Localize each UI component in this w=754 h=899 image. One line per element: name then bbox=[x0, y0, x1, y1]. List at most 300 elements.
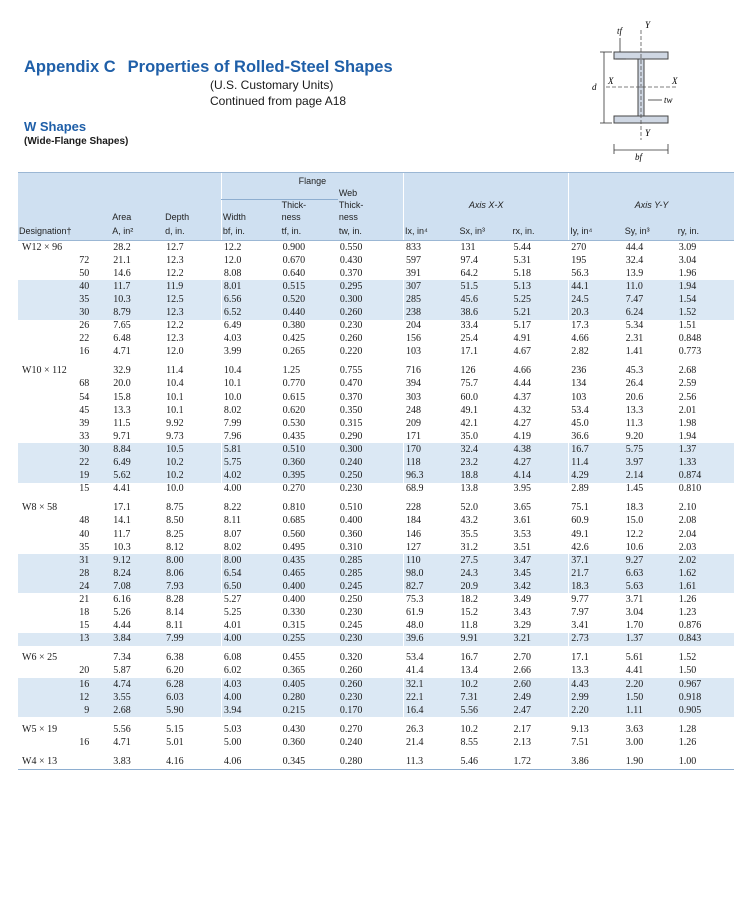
value-cell: 3.84 bbox=[111, 633, 164, 646]
value-cell: 2.31 bbox=[625, 333, 644, 345]
value-cell: 1.41 bbox=[625, 346, 644, 358]
value-cell: 35.5 bbox=[460, 528, 479, 540]
value-cell: 0.250 bbox=[339, 593, 363, 605]
value-cell: 4.03 bbox=[221, 333, 280, 346]
value-cell: 41.4 bbox=[403, 665, 458, 678]
value-cell: 8.08 bbox=[221, 267, 280, 280]
section-subtitle: (Wide-Flange Shapes) bbox=[24, 136, 129, 147]
value-cell: 6.63 bbox=[624, 567, 677, 580]
value-cell: 4.37 bbox=[513, 391, 531, 403]
value-cell: 3.53 bbox=[513, 528, 531, 540]
value-cell: 21.1 bbox=[113, 254, 131, 266]
value-cell: 833 bbox=[403, 241, 458, 255]
value-cell: 8.00 bbox=[164, 554, 221, 567]
value-cell: 156 bbox=[403, 333, 458, 346]
value-cell: 3.83 bbox=[111, 755, 164, 769]
value-cell: 110 bbox=[403, 554, 458, 567]
value-cell: 0.510 bbox=[339, 502, 363, 514]
designation-cell: 13 bbox=[18, 633, 111, 646]
value-cell: 16.7 bbox=[460, 652, 479, 664]
value-cell: 52.0 bbox=[460, 502, 479, 514]
value-cell: 2.59 bbox=[678, 378, 697, 390]
value-cell: 2.66 bbox=[513, 665, 531, 677]
value-cell: 4.02 bbox=[221, 470, 280, 483]
value-cell: 0.285 bbox=[338, 554, 404, 567]
table-row bbox=[18, 593, 734, 606]
iy-header: Iy, in⁴ bbox=[569, 223, 624, 241]
designation-cell: 39 bbox=[79, 417, 90, 429]
value-cell: 131 bbox=[460, 241, 476, 253]
header-row-web bbox=[18, 187, 734, 199]
value-cell: 11.3 bbox=[403, 755, 458, 769]
designation-cell: 16 bbox=[18, 678, 111, 691]
value-cell: 5.01 bbox=[166, 736, 184, 748]
value-cell: 0.285 bbox=[338, 567, 404, 580]
value-cell: 3.04 bbox=[678, 254, 697, 266]
table-row bbox=[18, 607, 734, 620]
value-cell: 127 bbox=[403, 541, 458, 554]
tf-label: tf bbox=[617, 26, 623, 36]
value-cell: 23.2 bbox=[459, 457, 512, 470]
designation-cell: 30 bbox=[18, 306, 111, 319]
value-cell: 3.55 bbox=[111, 691, 164, 704]
value-cell: 0.350 bbox=[339, 404, 363, 416]
designation-cell: 21 bbox=[79, 593, 90, 605]
value-cell: 12.5 bbox=[164, 293, 221, 306]
table-row bbox=[18, 320, 734, 333]
value-cell: 11.0 bbox=[624, 280, 677, 293]
value-cell: 0.615 bbox=[282, 391, 306, 403]
value-cell: 2.49 bbox=[512, 691, 569, 704]
value-cell: 0.876 bbox=[678, 620, 702, 632]
value-cell: 4.38 bbox=[512, 443, 569, 456]
value-cell: 5.18 bbox=[513, 267, 531, 279]
value-cell: 0.465 bbox=[281, 567, 338, 580]
designation-cell: 54 bbox=[79, 391, 90, 403]
value-cell: 171 bbox=[403, 430, 458, 443]
value-cell: 0.360 bbox=[339, 528, 363, 540]
value-cell: 8.84 bbox=[111, 443, 164, 456]
value-cell: 10.2 bbox=[164, 470, 221, 483]
value-cell: 7.65 bbox=[113, 320, 131, 332]
designation-cell: 35 bbox=[18, 293, 111, 306]
value-cell: 2.60 bbox=[512, 678, 569, 691]
value-cell: 0.280 bbox=[281, 691, 338, 704]
value-cell: 0.560 bbox=[282, 528, 306, 540]
value-cell: 1.61 bbox=[677, 580, 734, 593]
value-cell: 0.400 bbox=[282, 593, 306, 605]
designation-cell: 24 bbox=[18, 580, 111, 593]
value-cell: 5.31 bbox=[513, 254, 531, 266]
bf-label: bf bbox=[635, 152, 643, 162]
designation-cell: 16 bbox=[79, 346, 90, 358]
value-cell: 9.12 bbox=[111, 554, 164, 567]
table-row bbox=[18, 723, 734, 736]
table-row bbox=[18, 333, 734, 346]
value-cell: 0.240 bbox=[338, 457, 404, 470]
value-cell: 12.3 bbox=[164, 306, 221, 319]
value-cell: 0.300 bbox=[338, 293, 404, 306]
designation-cell: W5 × 19 bbox=[22, 723, 58, 735]
value-cell: 8.12 bbox=[166, 541, 184, 553]
sx-header: Sx, in³ bbox=[459, 223, 512, 241]
designation-cell: 16 bbox=[79, 736, 90, 748]
table-row bbox=[18, 293, 734, 306]
value-cell: 9.92 bbox=[166, 417, 184, 429]
value-cell: 49.1 bbox=[569, 528, 624, 541]
value-cell: 1.11 bbox=[624, 704, 677, 717]
designation-cell: 35 bbox=[79, 541, 90, 553]
value-cell: 12.2 bbox=[625, 528, 644, 540]
designation-cell: 50 bbox=[79, 267, 90, 279]
table-row bbox=[18, 241, 734, 255]
value-cell: 6.38 bbox=[166, 652, 184, 664]
table-row bbox=[18, 736, 734, 749]
header-row-thick bbox=[18, 199, 734, 211]
value-cell: 6.48 bbox=[113, 333, 131, 345]
value-cell: 3.99 bbox=[221, 346, 280, 359]
width-header: bf, in. bbox=[221, 223, 280, 241]
value-cell: 0.270 bbox=[339, 723, 363, 735]
value-cell: 1.52 bbox=[678, 652, 697, 664]
value-cell: 248 bbox=[403, 404, 458, 417]
value-cell: 32.1 bbox=[403, 678, 458, 691]
value-cell: 236 bbox=[569, 365, 624, 378]
value-cell: 4.66 bbox=[569, 333, 624, 346]
value-cell: 0.230 bbox=[338, 691, 404, 704]
ry-header: ry, in. bbox=[677, 223, 734, 241]
table-row bbox=[18, 280, 734, 293]
value-cell: 11.4 bbox=[569, 457, 624, 470]
designation-cell: 31 bbox=[18, 554, 111, 567]
value-cell: 0.520 bbox=[281, 293, 338, 306]
value-cell: 98.0 bbox=[403, 567, 458, 580]
value-cell: 49.1 bbox=[460, 404, 479, 416]
value-cell: 0.310 bbox=[339, 541, 363, 553]
value-cell: 5.75 bbox=[221, 457, 280, 470]
value-cell: 8.25 bbox=[166, 528, 184, 540]
value-cell: 42.6 bbox=[569, 541, 624, 554]
value-cell: 9.13 bbox=[569, 723, 624, 736]
value-cell: 20.9 bbox=[459, 580, 512, 593]
table-row bbox=[18, 443, 734, 456]
value-cell: 1.37 bbox=[677, 443, 734, 456]
value-cell: 0.843 bbox=[677, 633, 734, 646]
value-cell: 1.37 bbox=[624, 633, 677, 646]
value-cell: 0.755 bbox=[339, 365, 363, 377]
designation-cell: 40 bbox=[79, 528, 90, 540]
table-row bbox=[18, 755, 734, 769]
value-cell: 10.4 bbox=[166, 378, 184, 390]
value-cell: 11.3 bbox=[625, 417, 643, 429]
value-cell: 6.56 bbox=[221, 293, 280, 306]
value-cell: 7.51 bbox=[569, 736, 624, 749]
value-cell: 4.44 bbox=[513, 378, 531, 390]
value-cell: 26.3 bbox=[403, 723, 458, 736]
value-cell: 8.24 bbox=[111, 567, 164, 580]
value-cell: 3.51 bbox=[513, 541, 531, 553]
value-cell: 12.7 bbox=[166, 241, 184, 253]
value-cell: 15.0 bbox=[625, 515, 644, 527]
value-cell: 18.8 bbox=[459, 470, 512, 483]
value-cell: 10.4 bbox=[221, 365, 280, 378]
y-bottom-label: Y bbox=[645, 128, 651, 138]
value-cell: 5.03 bbox=[221, 723, 280, 736]
value-cell: 9.77 bbox=[569, 593, 624, 606]
value-cell: 3.86 bbox=[569, 755, 624, 769]
value-cell: 17.1 bbox=[460, 346, 479, 358]
value-cell: 64.2 bbox=[460, 267, 479, 279]
value-cell: 0.295 bbox=[338, 280, 404, 293]
value-cell: 8.11 bbox=[221, 515, 280, 528]
value-cell: 4.16 bbox=[164, 755, 221, 769]
table-row bbox=[18, 430, 734, 443]
value-cell: 5.46 bbox=[459, 755, 512, 769]
value-cell: 1.25 bbox=[282, 365, 301, 377]
value-cell: 8.00 bbox=[221, 554, 280, 567]
value-cell: 56.3 bbox=[569, 267, 624, 280]
value-cell: 2.10 bbox=[678, 502, 697, 514]
value-cell: 285 bbox=[403, 293, 458, 306]
value-cell: 0.470 bbox=[339, 378, 363, 390]
value-cell: 33.4 bbox=[460, 320, 479, 332]
value-cell: 2.70 bbox=[513, 652, 531, 664]
value-cell: 4.91 bbox=[513, 333, 531, 345]
x-right-label: X bbox=[672, 76, 678, 86]
value-cell: 42.1 bbox=[460, 417, 479, 429]
table-row bbox=[18, 391, 734, 404]
value-cell: 2.04 bbox=[678, 528, 697, 540]
value-cell: 2.68 bbox=[111, 704, 164, 717]
value-cell: 12.3 bbox=[166, 333, 184, 345]
designation-cell: 72 bbox=[79, 254, 90, 266]
value-cell: 6.08 bbox=[221, 652, 280, 665]
value-cell: 0.440 bbox=[281, 306, 338, 319]
value-cell: 4.03 bbox=[221, 678, 280, 691]
header-row-units bbox=[18, 223, 734, 241]
value-cell: 1.26 bbox=[678, 736, 697, 748]
value-cell: 0.370 bbox=[339, 391, 363, 403]
depth-header-line1: Depth bbox=[164, 211, 221, 223]
table-row bbox=[18, 704, 734, 717]
value-cell: 4.67 bbox=[513, 346, 531, 358]
value-cell: 0.170 bbox=[338, 704, 404, 717]
table-row bbox=[18, 470, 734, 483]
designation-cell: 18 bbox=[79, 607, 90, 619]
value-cell: 4.27 bbox=[512, 457, 569, 470]
value-cell: 9.71 bbox=[113, 430, 131, 442]
value-cell: 13.3 bbox=[113, 404, 131, 416]
value-cell: 4.19 bbox=[513, 430, 531, 442]
value-cell: 5.25 bbox=[221, 607, 280, 620]
value-cell: 10.0 bbox=[166, 483, 184, 495]
value-cell: 5.34 bbox=[625, 320, 644, 332]
value-cell: 11.4 bbox=[166, 365, 184, 377]
value-cell: 75.3 bbox=[403, 593, 458, 606]
value-cell: 10.1 bbox=[221, 378, 280, 391]
value-cell: 13.4 bbox=[460, 665, 479, 677]
value-cell: 28.2 bbox=[113, 241, 131, 253]
value-cell: 1.70 bbox=[625, 620, 644, 632]
value-cell: 10.3 bbox=[111, 293, 164, 306]
value-cell: 3.21 bbox=[512, 633, 569, 646]
value-cell: 0.230 bbox=[339, 483, 363, 495]
value-cell: 39.6 bbox=[403, 633, 458, 646]
value-cell: 45.3 bbox=[625, 365, 644, 377]
value-cell: 17.3 bbox=[569, 320, 624, 333]
value-cell: 0.810 bbox=[282, 502, 306, 514]
table-row bbox=[18, 267, 734, 280]
value-cell: 2.03 bbox=[678, 541, 697, 553]
designation-cell: 22 bbox=[79, 333, 90, 345]
value-cell: 1.33 bbox=[677, 457, 734, 470]
value-cell: 5.13 bbox=[512, 280, 569, 293]
value-cell: 3.45 bbox=[512, 567, 569, 580]
value-cell: 27.5 bbox=[459, 554, 512, 567]
tw-header: tw, in. bbox=[338, 223, 404, 241]
value-cell: 4.43 bbox=[569, 678, 624, 691]
value-cell: 1.51 bbox=[678, 320, 697, 332]
value-cell: 14.1 bbox=[113, 515, 131, 527]
value-cell: 4.32 bbox=[513, 404, 531, 416]
value-cell: 0.240 bbox=[339, 736, 363, 748]
value-cell: 103 bbox=[403, 346, 458, 359]
value-cell: 6.52 bbox=[221, 306, 280, 319]
value-cell: 0.250 bbox=[338, 470, 404, 483]
value-cell: 118 bbox=[403, 457, 458, 470]
flange-thickness-line1: Thick- bbox=[281, 199, 338, 211]
value-cell: 11.7 bbox=[113, 528, 131, 540]
value-cell: 45.0 bbox=[569, 417, 624, 430]
table-header bbox=[18, 173, 734, 241]
value-cell: 2.17 bbox=[513, 723, 531, 735]
value-cell: 4.14 bbox=[512, 470, 569, 483]
value-cell: 2.99 bbox=[569, 691, 624, 704]
value-cell: 2.68 bbox=[678, 365, 697, 377]
value-cell: 8.55 bbox=[460, 736, 479, 748]
header-row-groups bbox=[18, 173, 734, 188]
value-cell: 8.01 bbox=[221, 280, 280, 293]
value-cell: 184 bbox=[403, 515, 458, 528]
designation-cell: W8 × 58 bbox=[22, 502, 58, 514]
value-cell: 0.918 bbox=[677, 691, 734, 704]
value-cell: 10.2 bbox=[164, 457, 221, 470]
value-cell: 7.34 bbox=[113, 652, 131, 664]
value-cell: 13.3 bbox=[625, 404, 644, 416]
value-cell: 0.260 bbox=[338, 306, 404, 319]
designation-cell: W6 × 25 bbox=[22, 652, 58, 664]
value-cell: 75.7 bbox=[460, 378, 479, 390]
value-cell: 303 bbox=[403, 391, 458, 404]
table-row bbox=[18, 652, 734, 665]
value-cell: 270 bbox=[569, 241, 624, 255]
value-cell: 3.63 bbox=[625, 723, 644, 735]
value-cell: 14.6 bbox=[113, 267, 131, 279]
value-cell: 10.6 bbox=[625, 541, 644, 553]
page-header bbox=[24, 58, 393, 108]
value-cell: 15.2 bbox=[460, 607, 479, 619]
designation-cell: 15 bbox=[79, 620, 90, 632]
value-cell: 51.5 bbox=[459, 280, 512, 293]
value-cell: 6.28 bbox=[164, 678, 221, 691]
table-row bbox=[18, 254, 734, 267]
value-cell: 16.4 bbox=[403, 704, 458, 717]
table-row bbox=[18, 378, 734, 391]
table-row bbox=[18, 346, 734, 359]
designation-cell: 40 bbox=[18, 280, 111, 293]
value-cell: 5.00 bbox=[221, 736, 280, 749]
table-row bbox=[18, 567, 734, 580]
value-cell: 1.72 bbox=[512, 755, 569, 769]
value-cell: 37.1 bbox=[569, 554, 624, 567]
table-row bbox=[18, 306, 734, 319]
value-cell: 0.810 bbox=[678, 483, 702, 495]
value-cell: 2.14 bbox=[624, 470, 677, 483]
value-cell: 0.315 bbox=[339, 417, 363, 429]
value-cell: 4.01 bbox=[221, 620, 280, 633]
designation-cell: W4 × 13 bbox=[18, 755, 111, 769]
rx-header: rx, in. bbox=[512, 223, 569, 241]
area-header: A, in² bbox=[111, 223, 164, 241]
value-cell: 8.02 bbox=[221, 404, 280, 417]
value-cell: 4.29 bbox=[569, 470, 624, 483]
value-cell: 13.3 bbox=[569, 665, 624, 678]
value-cell: 146 bbox=[403, 528, 458, 541]
value-cell: 43.2 bbox=[460, 515, 479, 527]
value-cell: 0.245 bbox=[339, 620, 363, 632]
units-note: (U.S. Customary Units) bbox=[210, 78, 334, 92]
value-cell: 6.24 bbox=[624, 306, 677, 319]
value-cell: 60.0 bbox=[460, 391, 479, 403]
value-cell: 1.94 bbox=[678, 430, 697, 442]
value-cell: 6.54 bbox=[221, 567, 280, 580]
table-row bbox=[18, 515, 734, 528]
value-cell: 3.71 bbox=[625, 593, 644, 605]
value-cell: 32.4 bbox=[459, 443, 512, 456]
value-cell: 3.09 bbox=[678, 241, 697, 253]
value-cell: 7.31 bbox=[459, 691, 512, 704]
value-cell: 5.87 bbox=[113, 665, 131, 677]
value-cell: 17.1 bbox=[113, 502, 131, 514]
designation-cell: 48 bbox=[79, 515, 90, 527]
web-thickness-line1: Thick- bbox=[338, 199, 404, 211]
value-cell: 4.00 bbox=[221, 691, 280, 704]
y-top-label: Y bbox=[645, 20, 651, 30]
value-cell: 2.08 bbox=[678, 515, 697, 527]
value-cell: 3.41 bbox=[569, 620, 624, 633]
value-cell: 11.9 bbox=[164, 280, 221, 293]
value-cell: 20.6 bbox=[625, 391, 644, 403]
value-cell: 8.22 bbox=[221, 502, 280, 515]
value-cell: 12.2 bbox=[221, 241, 280, 255]
value-cell: 4.00 bbox=[221, 483, 280, 496]
value-cell: 18.3 bbox=[625, 502, 644, 514]
table-row bbox=[18, 580, 734, 593]
value-cell: 4.71 bbox=[113, 346, 131, 358]
value-cell: 25.4 bbox=[460, 333, 479, 345]
value-cell: 0.874 bbox=[677, 470, 734, 483]
value-cell: 0.670 bbox=[282, 254, 306, 266]
value-cell: 9.20 bbox=[625, 430, 644, 442]
value-cell: 4.66 bbox=[513, 365, 531, 377]
value-cell: 209 bbox=[403, 417, 458, 430]
value-cell: 97.4 bbox=[460, 254, 479, 266]
value-cell: 44.4 bbox=[625, 241, 644, 253]
value-cell: 1.50 bbox=[678, 665, 697, 677]
table-row bbox=[18, 365, 734, 378]
value-cell: 0.320 bbox=[339, 652, 363, 664]
value-cell: 6.49 bbox=[111, 457, 164, 470]
